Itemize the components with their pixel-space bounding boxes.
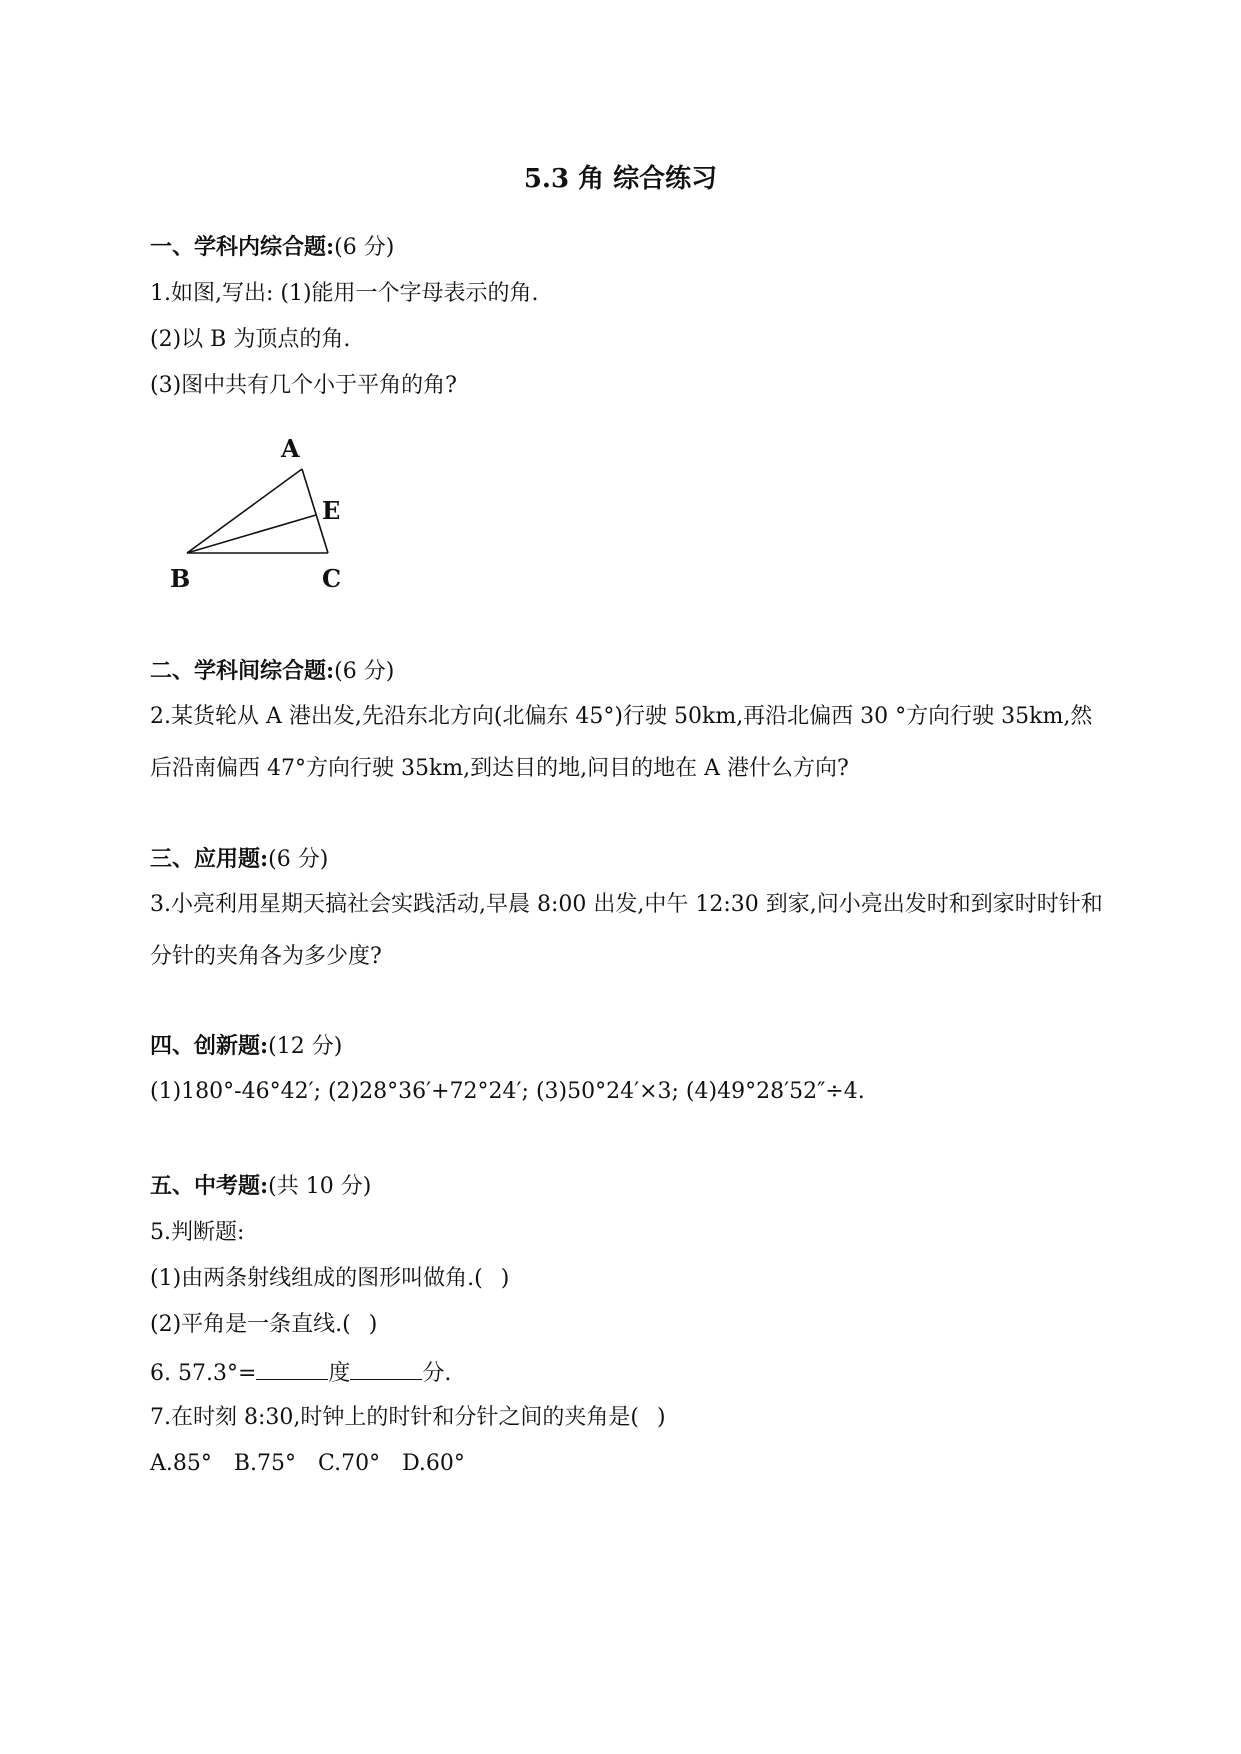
question-1-line-3: (3)图中共有几个小于平角的角? (150, 373, 457, 398)
question-6 (150, 1357, 1111, 1389)
question-1-line-1: 1.如图,写出: (1)能用一个字母表示的角. (150, 281, 539, 306)
section-4-score: (12 分) (268, 1034, 343, 1059)
section-4-title: 四、创新题: (150, 1033, 269, 1059)
question-2-text: 2.某货轮从 A 港出发,先沿东北方向(北偏东 45°)行驶 50km,再沿北偏西 30 °方向行驶 35km,然后沿南偏西 47°方向行驶 35km,到达目的地,问目的地在 A 港什么方向? (150, 704, 1093, 781)
section-3-heading (150, 844, 1111, 875)
label-c: C (322, 564, 342, 593)
label-e: E (322, 496, 341, 525)
section-1-score: (6 分) (334, 235, 395, 260)
question-7-options (150, 1449, 1111, 1479)
triangle-diagram (160, 435, 380, 605)
question-7 (150, 1403, 1111, 1433)
page-title: 5.3 角 综合练习 (523, 164, 718, 194)
blank-minutes[interactable] (350, 1357, 422, 1380)
section-2-heading (150, 656, 1111, 687)
question-6-prefix: 6. 57.3°= (150, 1361, 257, 1386)
section-5-score: (共 10 分) (268, 1174, 372, 1199)
question-6-minute-unit: 分. (422, 1361, 452, 1386)
section-4-heading (150, 1031, 1111, 1062)
question-5-1-text: (1)由两条射线组成的图形叫做角.( (150, 1266, 483, 1291)
option-a: A.85° (150, 1451, 212, 1476)
close-paren: ) (368, 1312, 378, 1337)
label-b: B (170, 564, 191, 593)
section-3-score: (6 分) (268, 847, 329, 872)
question-5-title: 5.判断题: (150, 1220, 245, 1245)
section-2-title: 二、学科间综合题: (150, 658, 335, 684)
segment-be (187, 515, 316, 553)
question-6-degree-unit: 度 (328, 1361, 351, 1386)
section-5-title: 五、中考题: (150, 1173, 269, 1199)
question-3-text: 3.小亮利用星期天搞社会实践活动,早晨 8:00 出发,中午 12:30 到家,问小亮出发时和到家时时针和分针的夹角各为多少度? (150, 892, 1103, 969)
triangle-figure (160, 435, 380, 605)
section-1-heading (150, 232, 1111, 263)
option-b: B.75° (233, 1451, 297, 1476)
section-2-score: (6 分) (334, 659, 395, 684)
option-d: D.60° (402, 1451, 465, 1476)
option-c: C.70° (318, 1451, 381, 1476)
question-5-1 (150, 1264, 1111, 1294)
question-7-text: 7.在时刻 8:30,时钟上的时针和分针之间的夹角是( (150, 1405, 639, 1430)
blank-degrees[interactable] (256, 1357, 328, 1380)
close-paren: ) (500, 1266, 510, 1291)
section-1-title: 一、学科内综合题: (150, 234, 335, 260)
question-5-2-text: (2)平角是一条直线.( (150, 1312, 351, 1337)
question-4-text: (1)180°-46°42′; (2)28°36′+72°24′; (3)50°24′×3; (4)49°28′52″÷4. (150, 1079, 865, 1104)
label-a: A (281, 435, 300, 463)
question-5-2 (150, 1310, 1111, 1340)
section-3-title: 三、应用题: (150, 846, 269, 872)
close-paren: ) (656, 1405, 666, 1430)
segment-ab (187, 469, 302, 553)
question-1-line-2: (2)以 B 为顶点的角. (150, 327, 351, 352)
section-5-heading (150, 1171, 1111, 1202)
